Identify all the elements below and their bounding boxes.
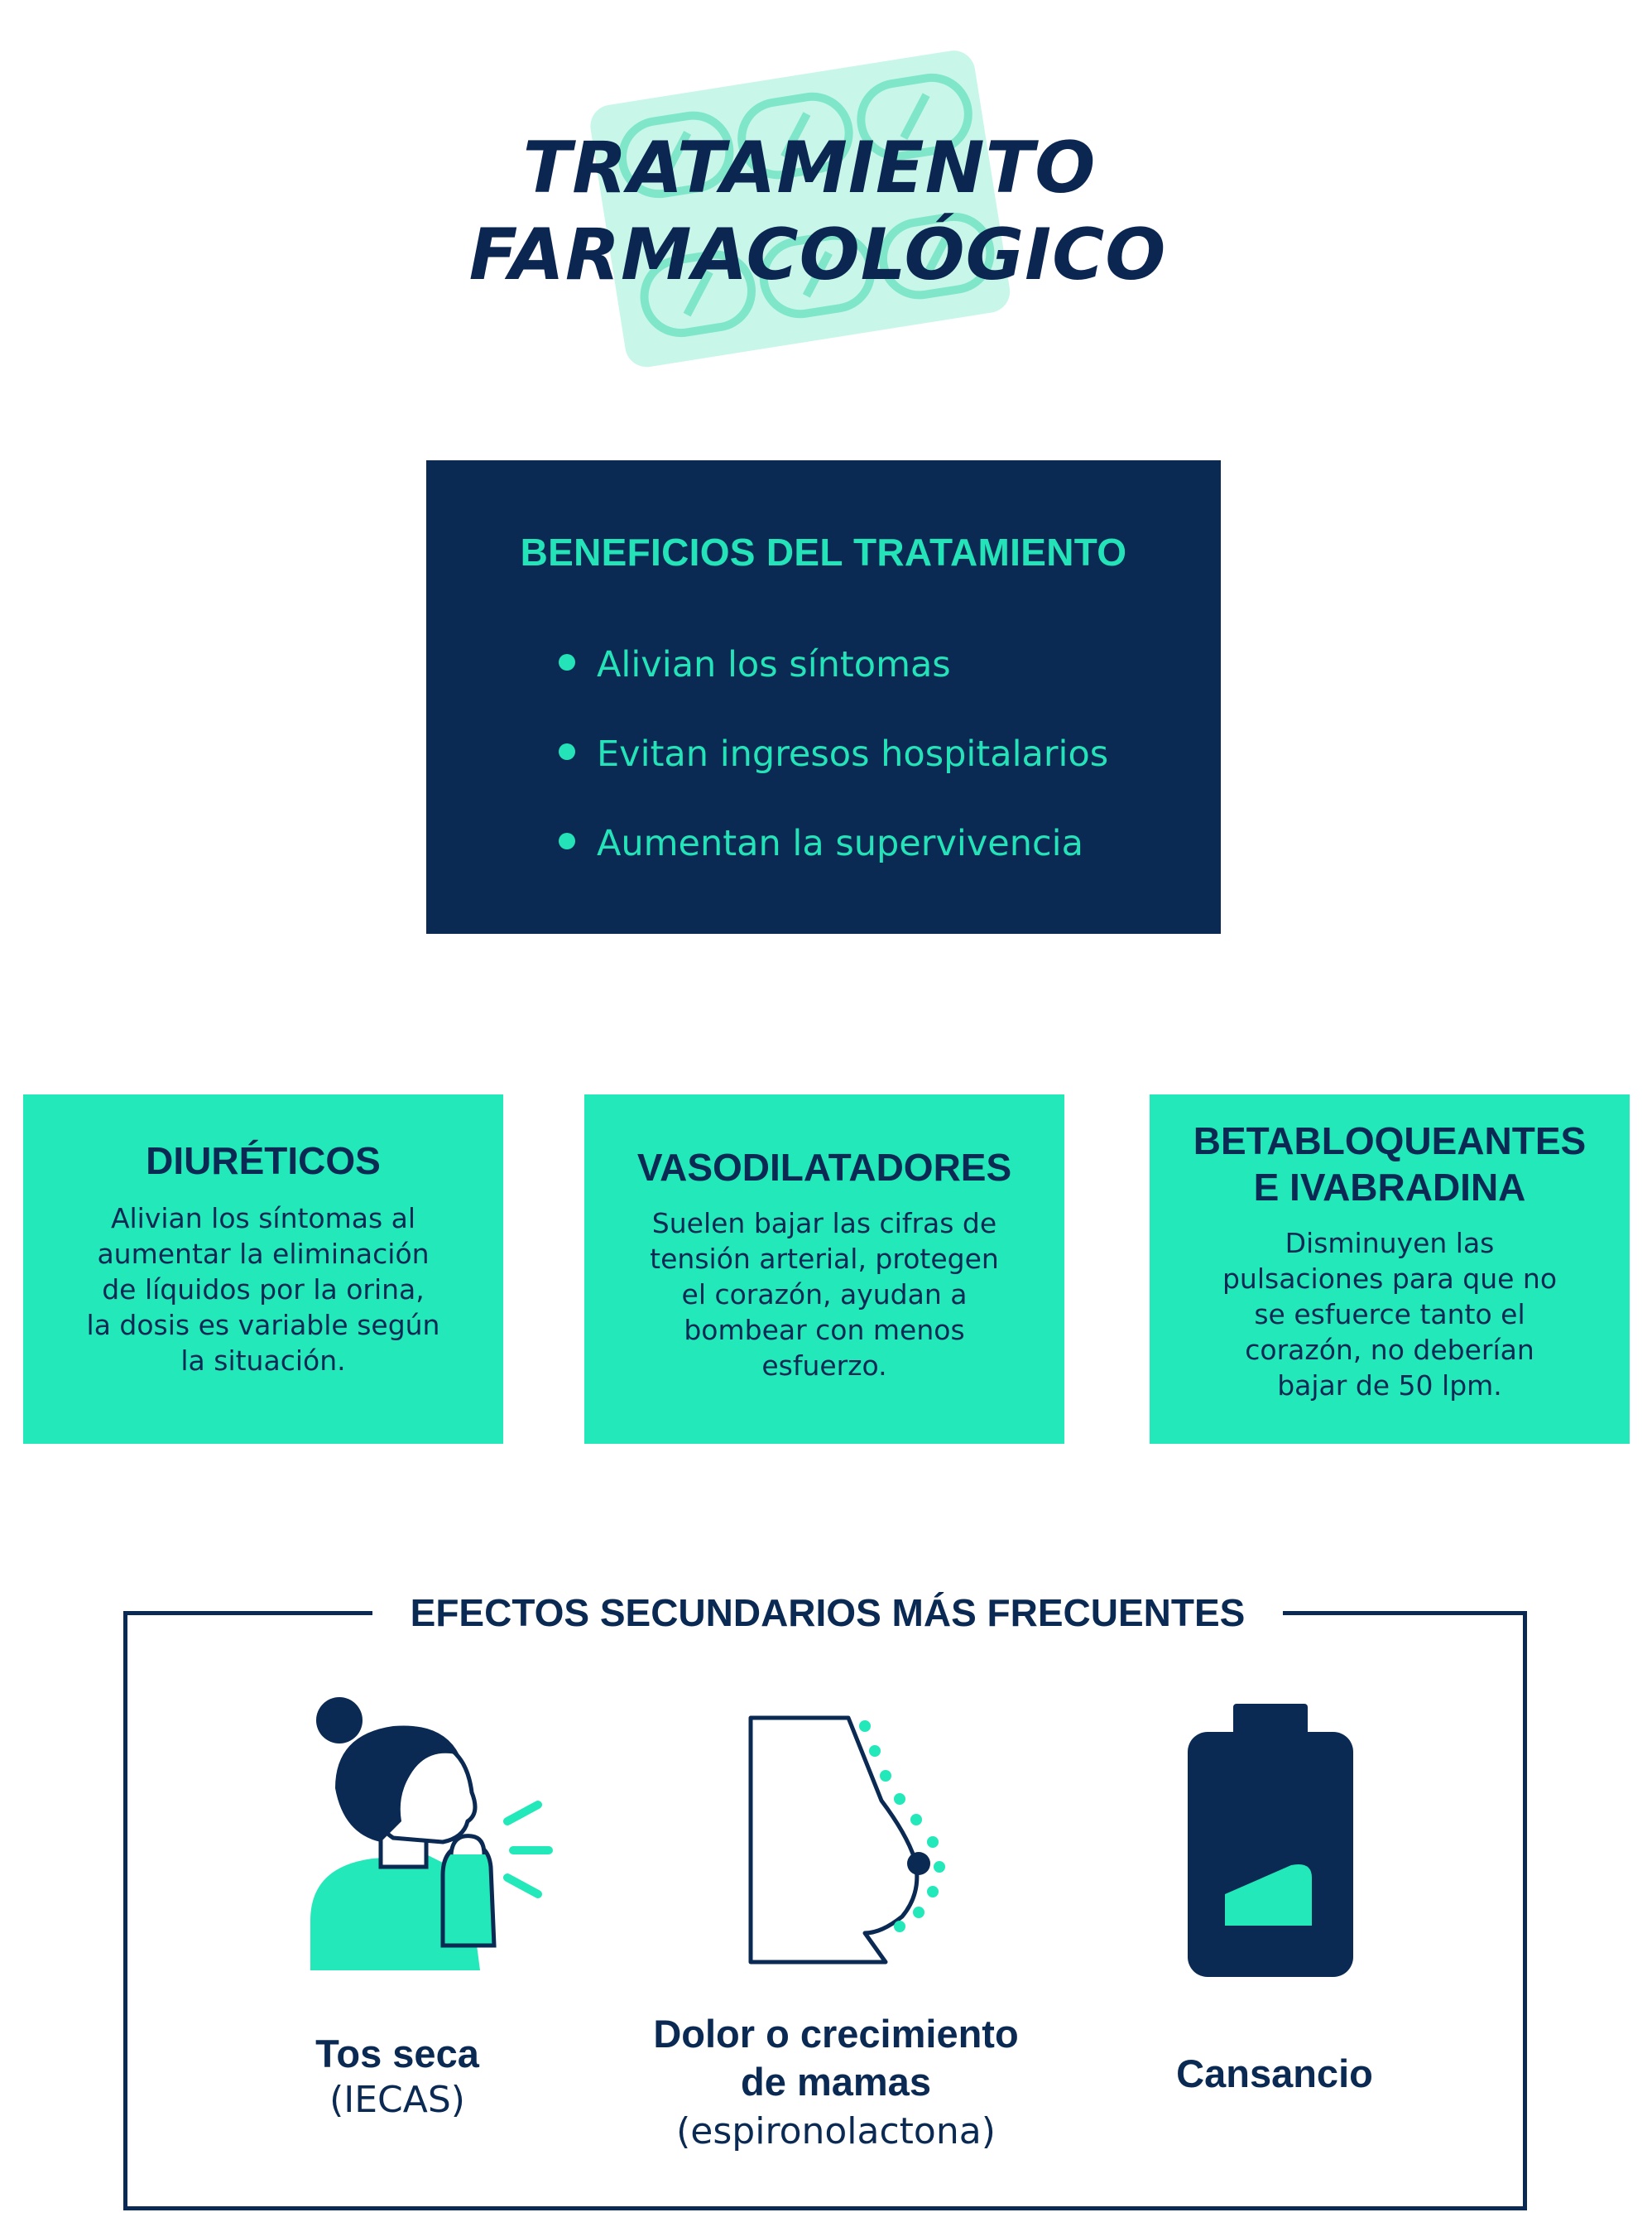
benefit-text: Aumentan la supervivencia (597, 823, 1083, 864)
benefit-text: Alivian los síntomas (597, 644, 951, 685)
medication-card-betabloqueantes (1150, 1094, 1630, 1444)
benefit-text: Evitan ingresos hospitalarios (597, 733, 1109, 775)
side-effects-title: EFECTOS SECUNDARIOS MÁS FRECUENTES (372, 1588, 1283, 1638)
side-effect-label: Tos seca (315, 2032, 479, 2075)
medication-description: Alivian los síntomas al aumentar la eliminación de líquidos por la orina, la dosis es variable según la situación. (86, 1202, 440, 1377)
side-effect-label: Cansancio (1176, 2051, 1373, 2095)
medication-description: Suelen bajar las cifras de tensión arterial, protegen el corazón, ayudan a bombear con menos esfuerzo. (650, 1207, 999, 1382)
medication-card-diureticos (23, 1094, 503, 1444)
medication-title: BETABLOQUEANTES E IVABRADINA (1193, 1119, 1587, 1209)
side-effect-cause: (IECAS) (329, 2079, 465, 2121)
medication-description: Disminuyen las pulsaciones para que no se esfuerce tanto el corazón, no deberían bajar de 50 lpm. (1222, 1227, 1558, 1402)
coughing-person-icon (302, 1697, 567, 1979)
bullet-icon (559, 654, 575, 671)
medication-title: VASODILATADORES (636, 1146, 1012, 1189)
low-battery-icon (1188, 1704, 1353, 1977)
benefit-item (559, 733, 1108, 775)
bullet-icon (559, 833, 575, 849)
benefit-item (559, 823, 1083, 864)
benefits-box (426, 460, 1221, 934)
page-title-line-1: TRATAMIENTO (522, 127, 1097, 209)
benefit-item (559, 644, 951, 685)
side-effect-cause: (espironolactona) (676, 2110, 996, 2152)
breast-icon (741, 1710, 964, 1974)
side-effect-label: Dolor o crecimiento de mamas (653, 2012, 1019, 2104)
benefits-title: BENEFICIOS DEL TRATAMIENTO (520, 531, 1127, 574)
medication-title: DIURÉTICOS (146, 1139, 381, 1182)
bullet-icon (559, 743, 575, 760)
page-title-line-2: FARMACOLÓGICO (468, 214, 1167, 296)
medication-card-vasodilatadores (584, 1094, 1064, 1444)
